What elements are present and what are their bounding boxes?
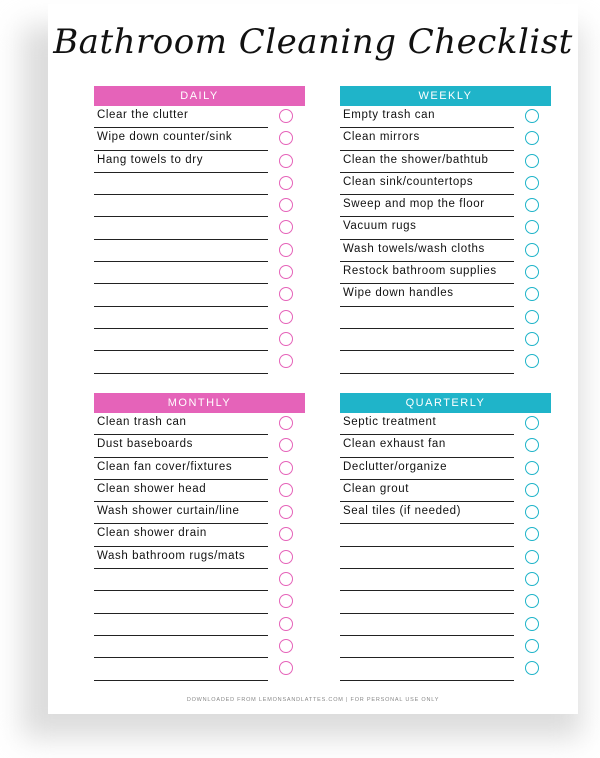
checklist-row (340, 413, 551, 435)
checklist-row (340, 240, 551, 262)
checklist-row (94, 614, 305, 636)
checklist-item-label: Clean fan cover/fixtures (97, 460, 233, 473)
checkbox-circle-icon[interactable] (525, 243, 539, 257)
checkbox-circle-icon[interactable] (279, 594, 293, 608)
section-header-daily: DAILY (94, 86, 305, 106)
checklist-row (340, 151, 551, 173)
row-underline (340, 373, 514, 374)
checklist-row (340, 351, 551, 373)
checkbox-circle-icon[interactable] (279, 310, 293, 324)
section-header-quarterly: QUARTERLY (340, 393, 551, 413)
checkbox-circle-icon[interactable] (279, 505, 293, 519)
checklist-item-label: Septic treatment (343, 416, 437, 428)
checklist-row (94, 217, 305, 239)
checkbox-circle-icon[interactable] (525, 550, 539, 564)
checkbox-circle-icon[interactable] (279, 527, 293, 541)
checkbox-circle-icon[interactable] (279, 639, 293, 653)
checkbox-circle-icon[interactable] (525, 483, 539, 497)
checklist-row (94, 524, 305, 546)
checklist-item-label: Clean grout (343, 482, 410, 495)
checklist-item-label: Wash shower curtain/line (97, 505, 240, 518)
quarterly-section (340, 393, 551, 681)
checklist-row (94, 284, 305, 306)
checkbox-circle-icon[interactable] (525, 505, 539, 519)
checkbox-circle-icon[interactable] (525, 527, 539, 541)
checkbox-circle-icon[interactable] (525, 176, 539, 190)
checkbox-circle-icon[interactable] (279, 332, 293, 346)
checklist-item-label: Clean exhaust fan (343, 438, 446, 451)
page-title: Bathroom Cleaning Checklist (53, 22, 573, 62)
weekly-section (340, 86, 551, 374)
checklist-row (340, 128, 551, 150)
checklist-row (94, 591, 305, 613)
checklist-row (94, 173, 305, 195)
checklist-item-label: Clean mirrors (343, 131, 420, 144)
row-underline (340, 680, 514, 681)
checkbox-circle-icon[interactable] (525, 310, 539, 324)
checkbox-circle-icon[interactable] (525, 287, 539, 301)
checklist-row (340, 307, 551, 329)
checklist-item-label: Clear the clutter (97, 109, 189, 121)
checkbox-circle-icon[interactable] (279, 461, 293, 475)
checklist-item-label: Clean trash can (97, 416, 187, 428)
checkbox-circle-icon[interactable] (279, 243, 293, 257)
checklist-item-label: Dust baseboards (97, 438, 193, 451)
checkbox-circle-icon[interactable] (279, 287, 293, 301)
checkbox-circle-icon[interactable] (525, 639, 539, 653)
checkbox-circle-icon[interactable] (279, 483, 293, 497)
checklist-item-label: Wipe down counter/sink (97, 131, 233, 144)
checkbox-circle-icon[interactable] (525, 109, 539, 123)
checklist-row (340, 658, 551, 680)
checklist-row (340, 524, 551, 546)
checkbox-circle-icon[interactable] (525, 332, 539, 346)
checklist-row (340, 217, 551, 239)
checklist-row (94, 351, 305, 373)
checkbox-circle-icon[interactable] (525, 438, 539, 452)
checklist-row (340, 502, 551, 524)
checklist-row (340, 435, 551, 457)
checklist-row (94, 502, 305, 524)
checklist-item-label: Wipe down handles (343, 287, 454, 300)
checklist-row (340, 614, 551, 636)
checkbox-circle-icon[interactable] (279, 354, 293, 368)
checklist-item-label: Restock bathroom supplies (343, 265, 497, 278)
section-header-weekly: WEEKLY (340, 86, 551, 106)
checklist-row (94, 458, 305, 480)
checkbox-circle-icon[interactable] (525, 572, 539, 586)
checklist-item-label: Hang towels to dry (97, 153, 204, 166)
checklist-row (94, 151, 305, 173)
checklist-row (340, 636, 551, 658)
checklist-row (340, 547, 551, 569)
checklist-row (340, 591, 551, 613)
checklist-row (94, 658, 305, 680)
checklist-item-label: Vacuum rugs (343, 220, 417, 233)
checkbox-circle-icon[interactable] (279, 438, 293, 452)
checklist-row (94, 262, 305, 284)
checklist-row (94, 569, 305, 591)
checklist-row (94, 106, 305, 128)
checkbox-circle-icon[interactable] (525, 220, 539, 234)
checkbox-circle-icon[interactable] (525, 131, 539, 145)
daily-section (94, 86, 305, 374)
checklist-item-label: Clean shower head (97, 482, 207, 495)
checklist-item-label: Wash bathroom rugs/mats (97, 549, 246, 562)
checkbox-circle-icon[interactable] (279, 416, 293, 430)
checklist-item-label: Declutter/organize (343, 460, 448, 473)
checklist-row (340, 480, 551, 502)
checklist-page (48, 4, 578, 714)
checklist-item-label: Sweep and mop the floor (343, 198, 485, 211)
row-underline (94, 680, 268, 681)
checklist-row (94, 413, 305, 435)
checklist-row (340, 569, 551, 591)
checklist-row (94, 195, 305, 217)
checkbox-circle-icon[interactable] (525, 594, 539, 608)
checkbox-circle-icon[interactable] (279, 154, 293, 168)
checkbox-circle-icon[interactable] (279, 265, 293, 279)
checklist-row (94, 329, 305, 351)
checkbox-circle-icon[interactable] (279, 131, 293, 145)
checklist-row (340, 173, 551, 195)
checklist-row (340, 106, 551, 128)
checklist-row (340, 329, 551, 351)
checkbox-circle-icon[interactable] (279, 198, 293, 212)
checklist-item-label: Clean the shower/bathtub (343, 153, 489, 166)
checklist-item-label: Wash towels/wash cloths (343, 242, 485, 255)
checklist-row (94, 435, 305, 457)
checkbox-circle-icon[interactable] (279, 176, 293, 190)
checklist-row (94, 480, 305, 502)
checklist-item-label: Clean sink/countertops (343, 175, 474, 188)
checkbox-circle-icon[interactable] (279, 617, 293, 631)
checkbox-circle-icon[interactable] (525, 416, 539, 430)
checklist-row (340, 262, 551, 284)
checklist-row (340, 284, 551, 306)
checklist-row (340, 458, 551, 480)
row-underline (94, 373, 268, 374)
checkbox-circle-icon[interactable] (525, 461, 539, 475)
checkbox-circle-icon[interactable] (279, 109, 293, 123)
checkbox-circle-icon[interactable] (525, 265, 539, 279)
checklist-row (94, 240, 305, 262)
checklist-row (94, 547, 305, 569)
section-header-monthly: MONTHLY (94, 393, 305, 413)
checkbox-circle-icon[interactable] (279, 550, 293, 564)
checklist-row (94, 128, 305, 150)
monthly-section (94, 393, 305, 681)
checklist-row (94, 307, 305, 329)
checkbox-circle-icon[interactable] (525, 354, 539, 368)
checklist-item-label: Seal tiles (if needed) (343, 505, 462, 518)
checkbox-circle-icon[interactable] (525, 617, 539, 631)
checkbox-circle-icon[interactable] (279, 661, 293, 675)
checklist-item-label: Clean shower drain (97, 527, 207, 540)
checkbox-circle-icon[interactable] (279, 572, 293, 586)
checkbox-circle-icon[interactable] (279, 220, 293, 234)
checkbox-circle-icon[interactable] (525, 661, 539, 675)
checklist-row (340, 195, 551, 217)
checkbox-circle-icon[interactable] (525, 154, 539, 168)
checklist-row (94, 636, 305, 658)
footer-note: DOWNLOADED FROM LEMONSANDLATTES.COM | FOR PERSONAL USE ONLY (186, 697, 440, 703)
checkbox-circle-icon[interactable] (525, 198, 539, 212)
checklist-item-label: Empty trash can (343, 109, 436, 121)
